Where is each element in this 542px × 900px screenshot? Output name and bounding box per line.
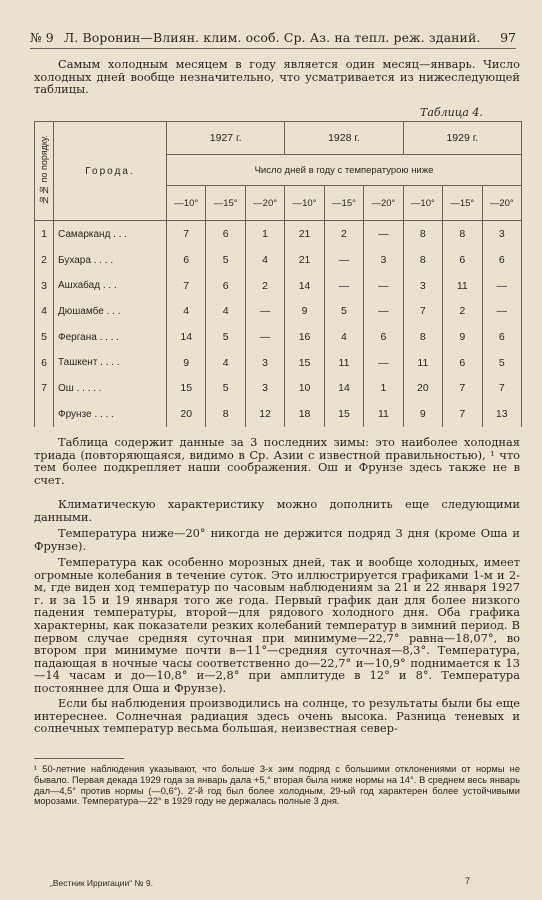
day-count-cell: 11 — [364, 401, 403, 427]
day-count-cell: 11 — [324, 350, 363, 376]
table-caption: Таблица 4. — [420, 106, 483, 119]
footnote-rule — [34, 758, 124, 759]
temp-header: —20° — [482, 186, 522, 221]
day-count-cell: — — [324, 273, 363, 299]
temp-header: —20° — [364, 186, 403, 221]
table-body — [35, 221, 522, 428]
day-count-cell: 4 — [206, 299, 245, 325]
city-name: Фергана . . . . — [54, 324, 167, 350]
table-row — [35, 350, 522, 376]
day-count-cell: 8 — [403, 247, 442, 273]
day-count-cell: 2 — [443, 299, 482, 325]
row-index: 2 — [35, 247, 54, 273]
day-count-cell: 6 — [443, 350, 482, 376]
table-row — [35, 324, 522, 350]
day-count-cell: — — [482, 273, 522, 299]
day-count-cell: 3 — [245, 376, 284, 402]
day-count-cell: 20 — [167, 401, 206, 427]
day-count-cell: 3 — [364, 247, 403, 273]
day-count-cell: 9 — [403, 401, 442, 427]
day-count-cell: 6 — [482, 247, 522, 273]
day-count-cell: 5 — [206, 247, 245, 273]
day-count-cell: — — [364, 299, 403, 325]
day-count-cell: — — [482, 299, 522, 325]
day-count-cell: 15 — [324, 401, 363, 427]
row-index: 6 — [35, 350, 54, 376]
day-count-cell: 6 — [206, 221, 245, 248]
table-row — [35, 273, 522, 299]
day-count-cell: 6 — [206, 273, 245, 299]
day-count-cell: 9 — [167, 350, 206, 376]
row-index: 4 — [35, 299, 54, 325]
running-header — [30, 26, 516, 49]
day-count-cell: 7 — [167, 221, 206, 248]
cities-header: Города. — [54, 122, 167, 221]
temp-header: —15° — [324, 186, 363, 221]
day-count-cell: 1 — [364, 376, 403, 402]
city-name: Ашхабад . . . — [54, 273, 167, 299]
row-index: 5 — [35, 324, 54, 350]
day-count-cell: 9 — [285, 299, 324, 325]
city-name: Бухара . . . . — [54, 247, 167, 273]
day-count-cell: 3 — [245, 350, 284, 376]
day-count-cell: 3 — [403, 273, 442, 299]
day-count-cell: 8 — [443, 221, 482, 248]
row-index — [35, 401, 54, 427]
footnote: ¹ 50-летние наблюдения указывают, что больше 3-х зим подряд с большими отклонениями от нормы не бывало. Первая декада 1929 года за январь дала +5,° вторая была ниже нормы на 14°. В среднем весь январь дал—4,5° против нормы (—0,6°). 2'-й год был более холодным, 29-ый год характерен более устойчивыми морозами. Температура—22° в 1929 году не держалась полные 3 дня. — [34, 764, 520, 807]
day-count-cell: 8 — [206, 401, 245, 427]
table-row — [35, 401, 522, 427]
page-number: 97 — [500, 29, 516, 45]
day-count-cell: 8 — [403, 324, 442, 350]
row-index: 7 — [35, 376, 54, 402]
day-count-cell: 4 — [206, 350, 245, 376]
cold-days-table — [34, 121, 522, 427]
day-count-cell: 21 — [285, 221, 324, 248]
day-count-cell: 3 — [482, 221, 522, 248]
day-count-cell: 10 — [285, 376, 324, 402]
body-paragraph-5: Если бы наблюдения производились на солнце, то результаты были бы еще интереснее. Солнечная радиация здесь очень высока. Разница теневых и солнечных температур весьма большая, неизвестная север- — [34, 696, 520, 736]
temp-header: —20° — [245, 186, 284, 221]
day-count-cell: 6 — [167, 247, 206, 273]
body-paragraph-4: Температура как особенно морозных дней, так и вообще холодных, имеет огромные колебания в течение суток. Это иллюстрируется графиками 1-м и 2-м, где виден ход температур по часовым наблюдениям за 21 и 22 января 1927 г. и за 15 и 19 января того же года. Первый график дан для более низкого падения температуры, второй—для рядового холодного дня. Оба графика характерны, как показатели резких колебаний температур в зимний период. В первом случае средняя суточная при минимуме—22,7° равна—18,07°, во втором при минимуме почти в—11°—средняя суточная—8,3°. Температура, падающая в ночные часы соответственно до—22,7° и—10,9° поднимается к 13—14 часам и до—10,8° и—2,8° при амплитуде в 12° и 8°. Температура постояннее для Оша и Фрунзе). — [34, 555, 520, 695]
year-header-1927: 1927 г. — [167, 122, 285, 155]
day-count-cell: 15 — [167, 376, 206, 402]
day-count-cell: 5 — [324, 299, 363, 325]
day-count-cell: — — [364, 221, 403, 248]
day-count-cell: 6 — [482, 324, 522, 350]
table-row — [35, 376, 522, 402]
city-name: Фрунзе . . . . — [54, 401, 167, 427]
day-count-cell: 4 — [324, 324, 363, 350]
day-count-cell: 7 — [443, 376, 482, 402]
day-count-cell: 15 — [285, 350, 324, 376]
day-count-cell: — — [245, 299, 284, 325]
day-count-cell: 2 — [324, 221, 363, 248]
day-count-cell: 14 — [324, 376, 363, 402]
day-count-cell: 7 — [167, 273, 206, 299]
day-count-cell: — — [245, 324, 284, 350]
table-row — [35, 299, 522, 325]
running-title: Л. Воронин—Влиян. клим. особ. Ср. Аз. на тепл. реж. зданий. — [63, 29, 481, 45]
day-count-cell: 5 — [482, 350, 522, 376]
day-count-cell: 5 — [206, 324, 245, 350]
day-count-cell: 11 — [443, 273, 482, 299]
day-count-cell: — — [364, 273, 403, 299]
day-count-cell: 20 — [403, 376, 442, 402]
temp-header: —10° — [167, 186, 206, 221]
temp-header: —15° — [443, 186, 482, 221]
day-count-cell: 13 — [482, 401, 522, 427]
day-count-cell: 4 — [245, 247, 284, 273]
table-row — [35, 221, 522, 248]
day-count-cell: — — [364, 350, 403, 376]
day-count-cell: 14 — [285, 273, 324, 299]
day-count-cell: 11 — [403, 350, 442, 376]
journal-footer: „Вестник Ирригации“ № 9. — [50, 878, 153, 888]
year-header-1929: 1929 г. — [403, 122, 521, 155]
city-name: Дюшамбе . . . — [54, 299, 167, 325]
day-count-cell: 7 — [482, 376, 522, 402]
day-count-cell: 4 — [167, 299, 206, 325]
day-count-cell: 7 — [443, 401, 482, 427]
day-count-cell: — — [324, 247, 363, 273]
day-count-cell: 8 — [403, 221, 442, 248]
day-count-cell: 6 — [443, 247, 482, 273]
temp-header: —10° — [285, 186, 324, 221]
day-count-cell: 2 — [245, 273, 284, 299]
temp-header: —15° — [206, 186, 245, 221]
temp-header: —10° — [403, 186, 442, 221]
issue-number: № 9 — [30, 29, 54, 45]
row-index: 1 — [35, 221, 54, 248]
day-count-cell: 1 — [245, 221, 284, 248]
day-count-cell: 12 — [245, 401, 284, 427]
body-paragraph-2: Климатическую характеристику можно дополнить еще следующими данными. — [34, 497, 520, 524]
row-index: 3 — [35, 273, 54, 299]
day-count-cell: 9 — [443, 324, 482, 350]
day-count-cell: 18 — [285, 401, 324, 427]
day-count-cell: 21 — [285, 247, 324, 273]
day-count-cell: 6 — [364, 324, 403, 350]
intro-paragraph: Самым холодным месяцем в году является один месяц—январь. Число холодных дней вообще незначительно, что усматривается из нижеследующей таблицы. — [34, 57, 520, 97]
body-paragraph-1: Таблица содержит данные за 3 последних зимы: это наиболее холодная триада (повторяющаяся, видимо в Ср. Азии с известной правильностью), ¹ что тем более подкрепляет наши соображения. Ош и Фрунзе здесь также не в счет. — [34, 435, 520, 487]
city-name: Ташкент . . . . — [54, 350, 167, 376]
day-count-cell: 7 — [403, 299, 442, 325]
sheet-number: 7 — [465, 876, 471, 886]
row-number-header: №№ по порядку. — [35, 122, 54, 221]
day-count-cell: 5 — [206, 376, 245, 402]
body-paragraph-3: Температура ниже—20° никогда не держится подряд 3 дня (кроме Оша и Фрунзе). — [34, 526, 520, 553]
days-subheader: Число дней в году с температурою ниже — [167, 155, 522, 186]
day-count-cell: 16 — [285, 324, 324, 350]
city-name: Ош . . . . . — [54, 376, 167, 402]
day-count-cell: 14 — [167, 324, 206, 350]
year-header-1928: 1928 г. — [285, 122, 403, 155]
city-name: Самарканд . . . — [54, 221, 167, 248]
table-row — [35, 247, 522, 273]
